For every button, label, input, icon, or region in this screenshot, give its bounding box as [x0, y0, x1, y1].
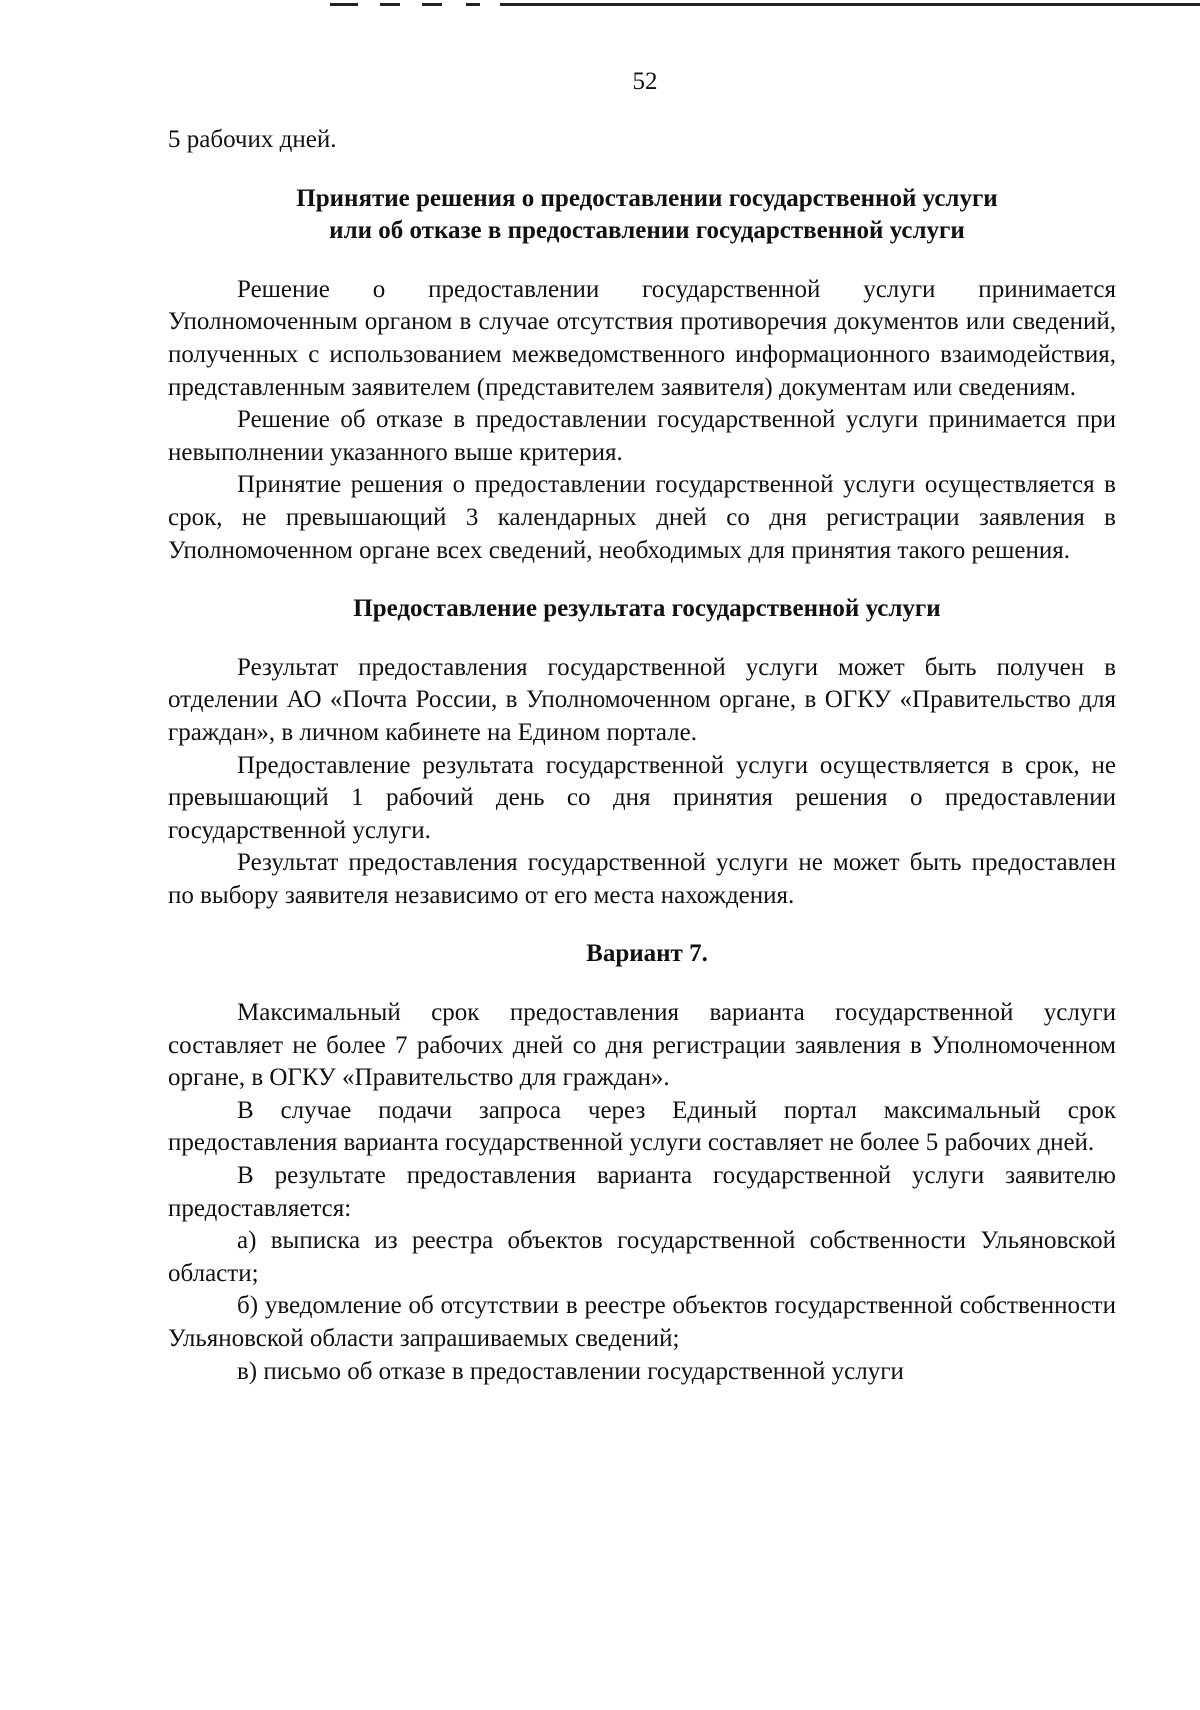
section-heading-line: или об отказе в предоставлении государственной услуги	[329, 217, 965, 245]
paragraph: Результат предоставления государственной услуги может быть получен в отделении АО «Почта России, в Уполномоченном органе, в ОГКУ «Правительство для граждан», в личном кабинете на Едином портале.	[168, 653, 1116, 746]
intro-line: 5 рабочих дней.	[168, 126, 337, 153]
section-heading-line: Принятие решения о предоставлении государственной услуги	[296, 184, 998, 212]
paragraph: Результат предоставления государственной услуги не может быть предоставлен по выбору заявителя независимо от его места нахождения.	[168, 849, 1116, 909]
list-item: в) письмо об отказе в предоставлении государственной услуги	[237, 1357, 904, 1385]
paragraph: Решение об отказе в предоставлении государственной услуги принимается при невыполнении указанного выше критерия.	[168, 406, 1116, 466]
section-heading-result: Предоставление результата государственной услуги	[353, 595, 941, 623]
paragraph: Решение о предоставлении государственной услуги принимается Уполномоченным органом в случае отсутствия противоречия документов или сведений, полученных с использованием межведомственного информационного взаимодействия, представленным заявителем (представителем заявителя) документам или сведениям.	[168, 275, 1116, 401]
document-body	[168, 124, 1116, 1388]
section-heading-decision	[168, 183, 1116, 248]
paragraph: Максимальный срок предоставления варианта государственной услуги составляет не более 7 рабочих дней со дня регистрации заявления в Уполномоченном органе, в ОГКУ «Правительство для граждан».	[168, 999, 1116, 1092]
paragraph: В результате предоставления варианта государственной услуги заявителю предоставляется:	[168, 1162, 1116, 1222]
page-number: 52	[632, 68, 658, 95]
list-item: б) уведомление об отсутствии в реестре объектов государственной собственности Ульяновской области запрашиваемых сведений;	[168, 1292, 1116, 1352]
paragraph: В случае подачи запроса через Единый портал максимальный срок предоставления варианта государственной услуги составляет не более 5 рабочих дней.	[168, 1096, 1116, 1157]
section-heading-variant: Вариант 7.	[586, 940, 708, 968]
paragraph: Предоставление результата государственной услуги осуществляется в срок, не превышающий 1 рабочий день со дня принятия решения о предоставлении государственной услуги.	[168, 751, 1116, 844]
paragraph: Принятие решения о предоставлении государственной услуги осуществляется в срок, не превышающий 3 календарных дней со дня регистрации заявления в Уполномоченном органе всех сведений, необходимых для принятия такого решения.	[168, 471, 1116, 564]
scan-artifact-line	[330, 3, 1200, 6]
list-item: а) выписка из реестра объектов государственной собственности Ульяновской области;	[168, 1227, 1116, 1287]
